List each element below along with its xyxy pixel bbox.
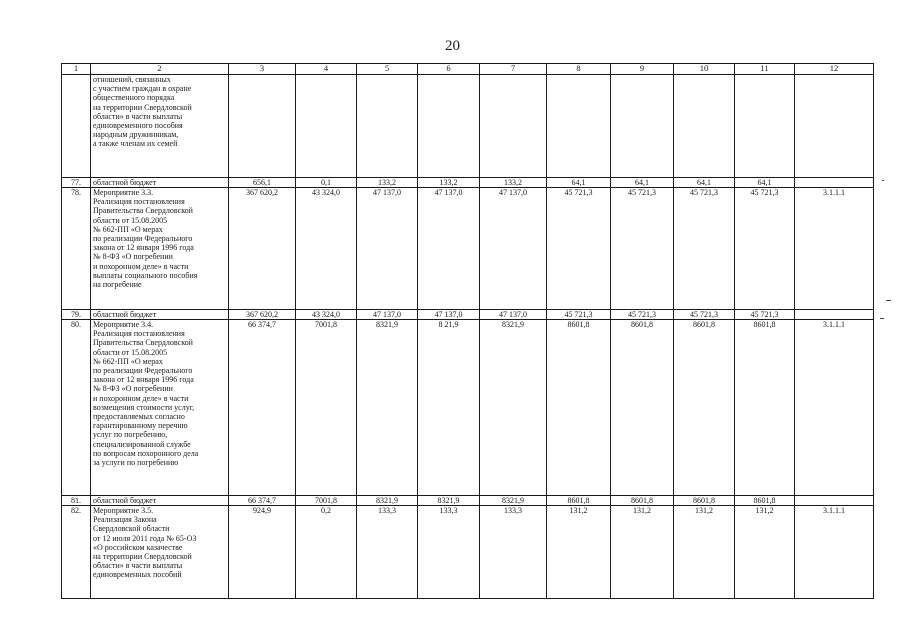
value-cell: 131,2: [547, 506, 611, 599]
value-cell: [229, 75, 296, 178]
scan-speck: [880, 318, 884, 319]
value-cell: [611, 75, 674, 178]
value-cell: 8321,9: [480, 496, 547, 506]
value-cell: [357, 75, 418, 178]
value-cell: 8321,9: [357, 320, 418, 496]
value-cell: 8321,9: [480, 320, 547, 496]
table-row: [62, 506, 874, 599]
table-row: [62, 75, 874, 178]
value-cell: 133,2: [357, 178, 418, 188]
value-cell: 131,2: [611, 506, 674, 599]
value-cell: 8601,8: [547, 496, 611, 506]
code-cell: [795, 75, 874, 178]
value-cell: 47 137,0: [418, 188, 480, 310]
row-number: 81.: [62, 496, 91, 506]
value-cell: 43 324,0: [296, 310, 357, 320]
row-number: 80.: [62, 320, 91, 496]
value-cell: 367 620,2: [229, 188, 296, 310]
value-cell: 367 620,2: [229, 310, 296, 320]
value-cell: [296, 75, 357, 178]
value-cell: 45 721,3: [735, 188, 795, 310]
code-cell: 3.1.1.1: [795, 320, 874, 496]
row-number: 78.: [62, 188, 91, 310]
column-header: 11: [735, 64, 795, 75]
row-number: [62, 75, 91, 178]
value-cell: 7001,8: [296, 320, 357, 496]
column-header: 12: [795, 64, 874, 75]
value-cell: 133,2: [418, 178, 480, 188]
column-header: 1: [62, 64, 91, 75]
value-cell: 45 721,3: [674, 188, 735, 310]
column-header: 2: [91, 64, 229, 75]
value-cell: 45 721,3: [547, 310, 611, 320]
code-cell: 3.1.1.1: [795, 188, 874, 310]
value-cell: 133,3: [480, 506, 547, 599]
value-cell: [480, 75, 547, 178]
table-row: [62, 178, 874, 188]
value-cell: 924,9: [229, 506, 296, 599]
value-cell: 47 137,0: [418, 310, 480, 320]
value-cell: 64,1: [611, 178, 674, 188]
column-header: 7: [480, 64, 547, 75]
code-cell: 3.1.1.1: [795, 506, 874, 599]
code-cell: [795, 496, 874, 506]
value-cell: 47 137,0: [357, 310, 418, 320]
value-cell: 43 324,0: [296, 188, 357, 310]
table-row: [62, 496, 874, 506]
value-cell: 8601,8: [674, 320, 735, 496]
row-description: областной бюджет: [91, 178, 229, 188]
scan-speck: [882, 180, 884, 181]
value-cell: 8601,8: [611, 496, 674, 506]
value-cell: 8601,8: [611, 320, 674, 496]
row-number: 77.: [62, 178, 91, 188]
column-header: 4: [296, 64, 357, 75]
value-cell: 45 721,3: [611, 310, 674, 320]
header-row: [62, 64, 874, 75]
value-cell: 131,2: [674, 506, 735, 599]
value-cell: [735, 75, 795, 178]
row-number: 82.: [62, 506, 91, 599]
code-cell: [795, 178, 874, 188]
table-row: [62, 320, 874, 496]
value-cell: 8321,9: [357, 496, 418, 506]
column-header: 10: [674, 64, 735, 75]
row-description: областной бюджет: [91, 496, 229, 506]
scan-speck: [886, 300, 891, 301]
row-number: 79.: [62, 310, 91, 320]
value-cell: 0,1: [296, 178, 357, 188]
value-cell: 131,2: [735, 506, 795, 599]
value-cell: 47 137,0: [480, 188, 547, 310]
value-cell: 0,2: [296, 506, 357, 599]
row-description: отношений, связанных с участием граждан в охране общественного порядка на территории Свердловской области» в части выплаты единовременного пособия народным дружинникам, а также членам их семей: [91, 75, 229, 178]
value-cell: 8601,8: [547, 320, 611, 496]
budget-table: [61, 63, 874, 599]
value-cell: 8601,8: [735, 320, 795, 496]
column-header: 3: [229, 64, 296, 75]
row-description: Мероприятие 3.5. Реализация Закона Свердловской области от 12 июля 2011 года № 65-ОЗ «О российском казачестве на территории Свердловской области» в части выплаты единовременных пособий: [91, 506, 229, 599]
value-cell: 8 21,9: [418, 320, 480, 496]
value-cell: 656,1: [229, 178, 296, 188]
column-header: 6: [418, 64, 480, 75]
value-cell: 45 721,3: [735, 310, 795, 320]
value-cell: 64,1: [735, 178, 795, 188]
row-description: Мероприятие 3.3. Реализация постановления Правительства Свердловской области от 15.08.2005 № 662-ПП «О мерах по реализации Федерального закона от 12 января 1996 года № 8-ФЗ «О погребении и похоронном деле» в части выплаты социального пособия на погребение: [91, 188, 229, 310]
value-cell: 133,3: [357, 506, 418, 599]
row-description: Мероприятие 3.4. Реализация постановления Правительства Свердловской области от 15.08.2005 № 662-ПП «О мерах по реализации Федерального закона от 12 января 1996 года № 8-ФЗ «О погребении и похоронном деле» в части возмещения стоимости услуг, предоставляемых согласно гарантированному перечню услуг по погребению, специализированной службе по вопросам похоронного дела за услуги по погребению: [91, 320, 229, 496]
row-description: областной бюджет: [91, 310, 229, 320]
value-cell: 45 721,3: [547, 188, 611, 310]
value-cell: 64,1: [674, 178, 735, 188]
value-cell: 45 721,3: [674, 310, 735, 320]
column-header: 9: [611, 64, 674, 75]
value-cell: 133,2: [480, 178, 547, 188]
value-cell: 64,1: [547, 178, 611, 188]
value-cell: 47 137,0: [357, 188, 418, 310]
column-header: 5: [357, 64, 418, 75]
value-cell: [547, 75, 611, 178]
value-cell: [674, 75, 735, 178]
value-cell: 66 374,7: [229, 320, 296, 496]
value-cell: 45 721,3: [611, 188, 674, 310]
value-cell: [418, 75, 480, 178]
value-cell: 8601,8: [735, 496, 795, 506]
value-cell: 133,3: [418, 506, 480, 599]
value-cell: 66 374,7: [229, 496, 296, 506]
page-number: 20: [445, 38, 460, 54]
value-cell: 8601,8: [674, 496, 735, 506]
value-cell: 8321,9: [418, 496, 480, 506]
value-cell: 47 137,0: [480, 310, 547, 320]
table-row: [62, 188, 874, 310]
code-cell: [795, 310, 874, 320]
column-header: 8: [547, 64, 611, 75]
value-cell: 7001,8: [296, 496, 357, 506]
table-row: [62, 310, 874, 320]
